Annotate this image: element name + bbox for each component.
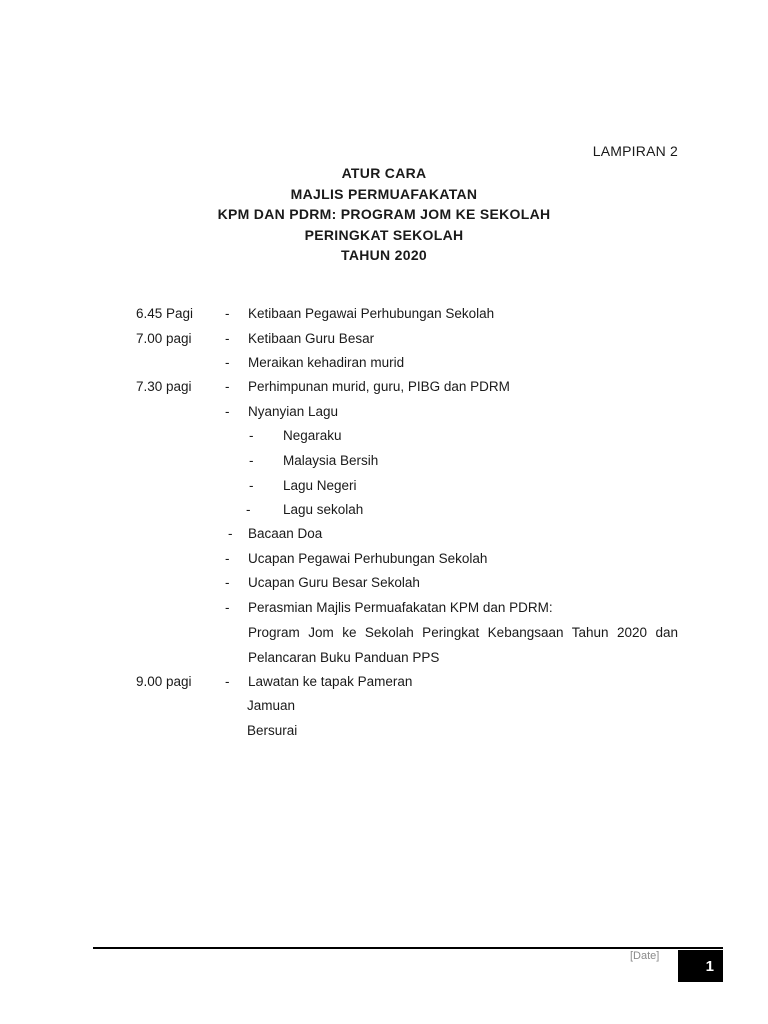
agenda-dash: - (225, 331, 230, 346)
agenda-text: Ucapan Guru Besar Sekolah (248, 575, 420, 590)
agenda-time: 9.00 pagi (136, 674, 192, 689)
agenda-row (0, 327, 768, 351)
agenda-row (0, 400, 768, 424)
agenda-time: 7.30 pagi (136, 379, 192, 394)
agenda-dash: - (249, 478, 254, 493)
agenda-text: Nyanyian Lagu (248, 404, 339, 419)
agenda-subtext: Negaraku (283, 428, 342, 443)
agenda-continuation (0, 694, 768, 718)
agenda-dash: - (246, 502, 251, 517)
agenda-text: Bacaan Doa (248, 526, 323, 541)
title-line: TAHUN 2020 (341, 247, 427, 263)
page-number: 1 (705, 957, 714, 975)
agenda-row (0, 571, 768, 595)
agenda-row (0, 522, 768, 546)
agenda-subrow (0, 474, 768, 498)
agenda-row (0, 351, 768, 375)
agenda-text: Pelancaran Buku Panduan PPS (248, 650, 440, 665)
agenda-dash: - (225, 306, 230, 321)
agenda-subrow (0, 498, 768, 522)
agenda-text: Jamuan (247, 698, 296, 713)
agenda-row (0, 302, 768, 326)
agenda-continuation (0, 646, 768, 670)
agenda-dash: - (225, 404, 230, 419)
agenda-text: Program Jom ke Sekolah Peringkat Kebangsaan Tahun 2020 dan (248, 625, 678, 640)
agenda-time: 7.00 pagi (136, 331, 192, 346)
agenda-dash: - (225, 551, 230, 566)
title-line: MAJLIS PERMUAFAKATAN (290, 185, 478, 202)
agenda-text: Ketibaan Guru Besar (248, 331, 375, 346)
page-number-box (678, 950, 723, 982)
agenda-time: 6.45 Pagi (136, 306, 194, 321)
agenda-dash: - (225, 355, 230, 370)
agenda-row (0, 547, 768, 571)
agenda-text: Lawatan ke tapak Pameran (248, 674, 413, 689)
agenda-subtext: Malaysia Bersih (283, 453, 379, 468)
agenda-dash: - (225, 379, 230, 394)
agenda-text: Meraikan kehadiran murid (248, 355, 405, 370)
agenda-dash: - (249, 428, 254, 443)
agenda-subrow (0, 449, 768, 473)
agenda-text: Bersurai (247, 723, 298, 738)
agenda-continuation (0, 719, 768, 743)
agenda-dash: - (225, 575, 230, 590)
agenda-text: Ketibaan Pegawai Perhubungan Sekolah (248, 306, 495, 321)
agenda-subrow (0, 424, 768, 448)
agenda-text: Ucapan Pegawai Perhubungan Sekolah (248, 551, 488, 566)
footer-date-placeholder: [Date] (630, 950, 660, 962)
title-line: ATUR CARA (341, 165, 427, 181)
title-line: KPM DAN PDRM: PROGRAM JOM KE SEKOLAH (217, 206, 551, 222)
agenda-subtext: Lagu Negeri (283, 478, 357, 493)
agenda-row (0, 670, 768, 694)
agenda-dash: - (249, 453, 254, 468)
agenda-dash: - (228, 526, 233, 541)
agenda-dash: - (225, 600, 230, 615)
agenda-row (0, 375, 768, 399)
annex-label: LAMPIRAN 2 (592, 143, 678, 159)
agenda-text: Perasmian Majlis Permuafakatan KPM dan PDRM: (248, 600, 553, 615)
agenda-subtext: Lagu sekolah (283, 502, 364, 517)
title-line: PERINGKAT SEKOLAH (304, 226, 464, 243)
agenda-continuation (0, 621, 768, 645)
agenda-row (0, 596, 768, 620)
agenda-dash: - (225, 674, 230, 689)
agenda-text: Perhimpunan murid, guru, PIBG dan PDRM (248, 379, 510, 394)
footer-divider (93, 947, 723, 949)
